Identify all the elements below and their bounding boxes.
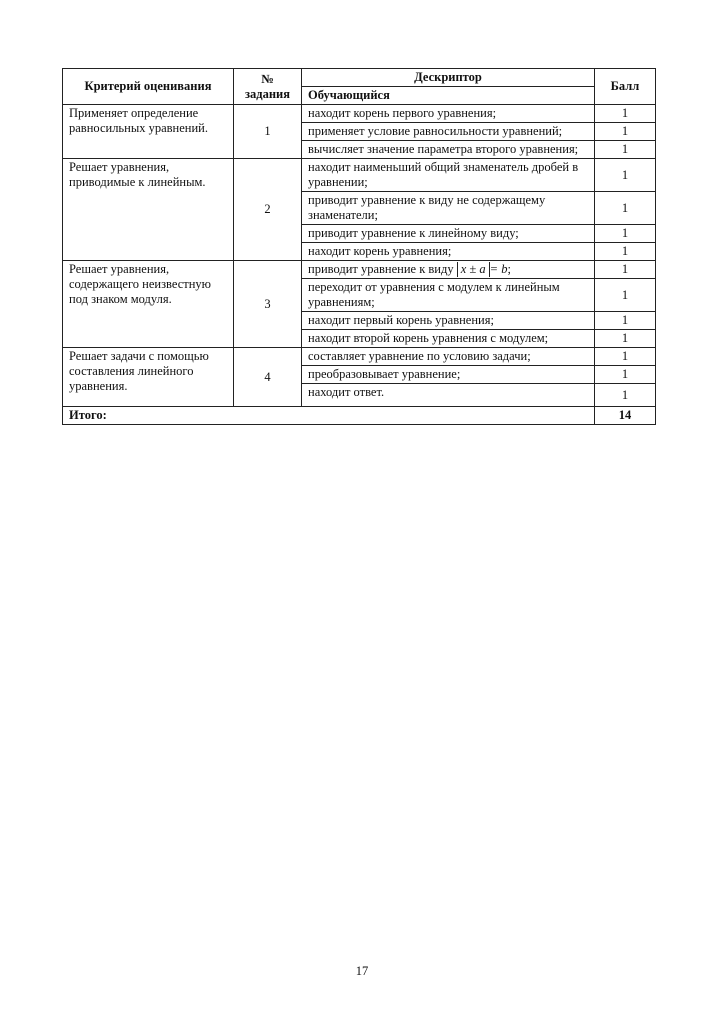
descriptor-cell: приводит уравнение к линейному виду; <box>302 225 595 243</box>
table-row <box>63 261 656 279</box>
score-cell: 1 <box>595 159 656 192</box>
descriptor-cell-with-formula <box>302 261 595 279</box>
criterion-cell: Решает уравнения, приводимые к линейным. <box>63 159 234 261</box>
score-cell: 1 <box>595 330 656 348</box>
table-row <box>63 348 656 366</box>
descriptor-text: приводит уравнение к виду <box>308 262 454 276</box>
assessment-rubric-table <box>62 68 656 425</box>
total-row <box>63 407 656 425</box>
descriptor-cell: применяет условие равносильности уравнений; <box>302 123 595 141</box>
formula-tail: ; <box>507 262 511 276</box>
header-descriptor: Дескриптор <box>302 69 595 87</box>
descriptor-cell: вычисляет значение параметра второго уравнения; <box>302 141 595 159</box>
criterion-cell: Решает уравнения, содержащего неизвестную под знаком модуля. <box>63 261 234 348</box>
score-cell: 1 <box>595 243 656 261</box>
score-cell: 1 <box>595 225 656 243</box>
score-cell: 1 <box>595 312 656 330</box>
score-cell: 1 <box>595 105 656 123</box>
descriptor-cell: находит второй корень уравнения с модулем; <box>302 330 595 348</box>
descriptor-cell: переходит от уравнения с модулем к линейным уравнениям; <box>302 279 595 312</box>
table-row <box>63 159 656 192</box>
criterion-cell: Решает задачи с помощью составления линейного уравнения. <box>63 348 234 407</box>
modulus-formula <box>457 262 490 277</box>
criterion-cell: Применяет определение равносильных уравнений. <box>63 105 234 159</box>
header-task-number: № задания <box>234 69 302 105</box>
score-cell: 1 <box>595 366 656 384</box>
total-score: 14 <box>595 407 656 425</box>
descriptor-cell: находит первый корень уравнения; <box>302 312 595 330</box>
descriptor-cell: находит корень первого уравнения; <box>302 105 595 123</box>
page-number: 17 <box>355 964 369 978</box>
table-row <box>63 105 656 123</box>
descriptor-cell: находит корень уравнения; <box>302 243 595 261</box>
score-cell: 1 <box>595 279 656 312</box>
descriptor-cell: составляет уравнение по условию задачи; <box>302 348 595 366</box>
descriptor-cell: находит наименьший общий знаменатель дробей в уравнении; <box>302 159 595 192</box>
score-cell: 1 <box>595 384 656 407</box>
total-label: Итого: <box>63 407 595 425</box>
task-number-cell: 1 <box>234 105 302 159</box>
header-score: Балл <box>595 69 656 105</box>
formula-inner: x ± a <box>460 262 486 276</box>
score-cell: 1 <box>595 141 656 159</box>
descriptor-cell: находит ответ. <box>302 384 595 407</box>
score-cell: 1 <box>595 123 656 141</box>
score-cell: 1 <box>595 261 656 279</box>
score-cell: 1 <box>595 348 656 366</box>
formula-rhs: = b <box>489 262 508 276</box>
descriptor-cell: приводит уравнение к виду не содержащему знаменатели; <box>302 192 595 225</box>
task-number-cell: 4 <box>234 348 302 407</box>
task-number-cell: 3 <box>234 261 302 348</box>
task-number-cell: 2 <box>234 159 302 261</box>
header-learner: Обучающийся <box>302 87 595 105</box>
descriptor-cell: преобразовывает уравнение; <box>302 366 595 384</box>
score-cell: 1 <box>595 192 656 225</box>
header-criterion: Критерий оценивания <box>63 69 234 105</box>
